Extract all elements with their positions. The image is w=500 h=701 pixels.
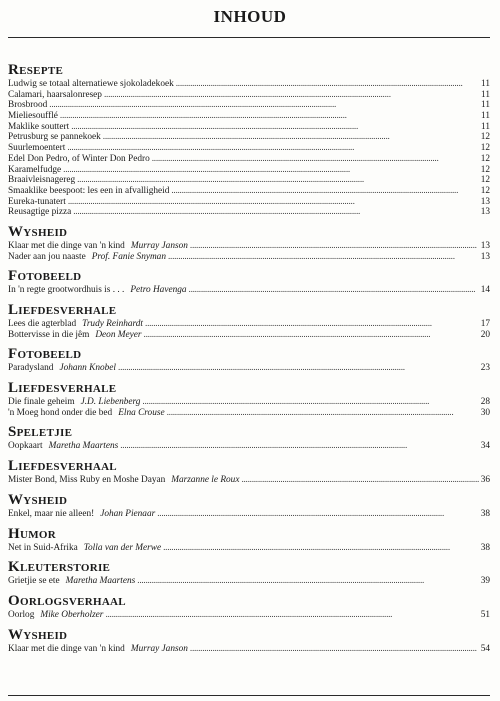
section-heading: Liefdesverhaal: [8, 458, 117, 475]
dot-leader: [73, 207, 478, 218]
entry-title: Calamari, haarsalonresep: [8, 89, 102, 100]
dot-leader: [103, 132, 479, 143]
entry-title: Mister Bond, Miss Ruby en Moshe Dayan: [8, 475, 166, 486]
entry-title: Nader aan jou naaste: [8, 251, 86, 262]
table-of-contents: [8, 62, 490, 660]
entry-author: Deon Meyer: [95, 329, 142, 340]
toc-entry[interactable]: [8, 644, 490, 655]
page-number: 38: [480, 542, 490, 553]
page-number: 11: [481, 100, 490, 111]
toc-section: [8, 526, 490, 554]
entry-title: Enkel, maar nie alleen!: [8, 508, 95, 519]
entry-title: Reusagtige pizza: [8, 207, 72, 218]
toc-entry[interactable]: [8, 132, 490, 143]
dot-leader: [137, 576, 478, 587]
toc-entry[interactable]: [8, 186, 490, 197]
entry-title: Braaivleisnagereg: [8, 175, 76, 186]
dot-leader: [157, 509, 478, 520]
page-number: 30: [480, 407, 490, 418]
dot-leader: [71, 122, 479, 133]
section-heading: Liefdesverhale: [8, 380, 117, 397]
entry-title: Klaar met die dinge van 'n kind: [8, 240, 125, 251]
toc-entry[interactable]: [8, 252, 490, 263]
entry-author: Elna Crouse: [118, 407, 165, 418]
entry-title: Mieliesoufflé: [8, 111, 58, 122]
page-number: 12: [480, 153, 490, 164]
dot-leader: [176, 79, 479, 90]
entry-author: Prof. Fanie Snyman: [91, 251, 166, 262]
toc-section: [8, 492, 490, 520]
entry-title: Ludwig se totaal alternatiewe sjokoladekoek: [8, 79, 174, 89]
dot-leader: [60, 111, 479, 122]
entry-title: Oopkaart: [8, 441, 43, 452]
page-number: 13: [480, 196, 490, 207]
toc-entry[interactable]: [8, 397, 490, 408]
dot-leader: [144, 330, 479, 341]
toc-section: [8, 62, 490, 218]
page-number: 11: [481, 111, 490, 122]
section-heading: Fotobeeld: [8, 268, 82, 285]
dot-leader: [190, 241, 479, 252]
toc-entry[interactable]: [8, 111, 490, 122]
section-heading: Wysheid: [8, 223, 68, 240]
toc-entry[interactable]: [8, 363, 490, 374]
section-heading: Fotobeeld: [8, 346, 82, 363]
entry-title: Suurlemoentert: [8, 143, 66, 154]
top-rule: [8, 37, 490, 38]
entry-author: Tolla van der Merwe: [83, 542, 162, 553]
entry-title: Edel Don Pedro, of Winter Don Pedro: [8, 153, 150, 164]
toc-entry[interactable]: [8, 122, 490, 133]
dot-leader: [241, 475, 478, 486]
toc-entry[interactable]: [8, 285, 490, 296]
toc-section: [8, 458, 490, 486]
dot-leader: [171, 186, 478, 197]
toc-section: [8, 346, 490, 374]
dot-leader: [142, 397, 478, 408]
entry-title: Oorlog: [8, 609, 35, 620]
section-heading: Kleuterstorie: [8, 559, 111, 576]
toc-entry[interactable]: [8, 241, 490, 252]
entry-author: Petro Havenga: [130, 285, 187, 296]
page-number: 28: [480, 397, 490, 408]
entry-author: J.D. Liebenberg: [80, 397, 141, 408]
entry-title: Smaaklike beespoot: les een in afvalligheid: [8, 185, 170, 196]
page-number: 12: [480, 143, 490, 154]
page-number: 13: [480, 251, 490, 262]
entry-title: Bottervisse in die jêm: [8, 329, 90, 340]
dot-leader: [105, 610, 478, 621]
entry-author: Murray Janson: [130, 643, 188, 654]
toc-entry[interactable]: [8, 441, 490, 452]
toc-entry[interactable]: [8, 207, 490, 218]
entry-author: Marzanne le Roux: [171, 475, 240, 486]
entry-author: Mike Oberholzer: [40, 609, 104, 620]
toc-entry[interactable]: [8, 475, 490, 486]
section-heading: Oorlogsverhaal: [8, 592, 126, 609]
entry-author: Maretha Maartens: [65, 576, 136, 587]
page-number: 34: [480, 441, 490, 452]
entry-title: Eureka-tunatert: [8, 196, 66, 207]
entry-title: Lees die agterblad: [8, 319, 77, 329]
toc-entry[interactable]: [8, 408, 490, 419]
page-number: 23: [480, 363, 490, 374]
section-heading: Wysheid: [8, 491, 68, 508]
page-number: 11: [481, 121, 490, 132]
toc-entry[interactable]: [8, 610, 490, 621]
page-number: 36: [480, 475, 490, 486]
toc-entry[interactable]: [8, 576, 490, 587]
dot-leader: [68, 197, 479, 208]
dot-leader: [77, 175, 479, 186]
dot-leader: [189, 285, 479, 296]
entry-title: Net in Suid-Afrika: [8, 542, 78, 553]
entry-title: Brosbrood: [8, 100, 48, 111]
toc-section: [8, 424, 490, 452]
page-number: 12: [480, 185, 490, 196]
dot-leader: [63, 165, 479, 176]
dot-leader: [145, 319, 479, 330]
dot-leader: [67, 143, 478, 154]
page-number: 14: [480, 285, 490, 296]
section-heading: Wysheid: [8, 626, 68, 643]
section-heading: Liefdesverhale: [8, 302, 117, 318]
page-number: 12: [480, 132, 490, 143]
toc-entry[interactable]: [8, 175, 490, 186]
toc-entry[interactable]: [8, 319, 490, 330]
dot-leader: [190, 644, 479, 655]
entry-author: Trudy Reinhardt: [82, 319, 144, 329]
page-number: 17: [480, 319, 490, 329]
page-number: 13: [480, 207, 490, 218]
dot-leader: [167, 408, 479, 419]
dot-leader: [120, 441, 478, 452]
page-number: 12: [480, 164, 490, 175]
entry-title: Klaar met die dinge van 'n kind: [8, 643, 125, 654]
page-number: 11: [481, 79, 490, 89]
entry-title: Die finale geheim: [8, 397, 75, 408]
section-heading: Resepte: [8, 62, 64, 78]
page-number: 51: [480, 609, 490, 620]
dot-leader: [104, 90, 479, 101]
page-number: 13: [480, 240, 490, 251]
dot-leader: [49, 100, 479, 111]
dot-leader: [118, 363, 479, 374]
toc-section: [8, 559, 490, 587]
page-title: INHOUD: [213, 7, 287, 26]
dot-leader: [152, 154, 479, 165]
bottom-rule: [8, 695, 490, 696]
toc-section: [8, 380, 490, 418]
entry-author: Maretha Maartens: [48, 441, 119, 452]
entry-author: Johan Pienaar: [100, 508, 156, 519]
section-heading: Speletjie: [8, 424, 73, 441]
toc-entry[interactable]: [8, 197, 490, 208]
toc-section: [8, 224, 490, 262]
toc-entry[interactable]: [8, 79, 490, 90]
entry-title: 'n Moeg hond onder die bed: [8, 407, 113, 418]
toc-entry[interactable]: [8, 330, 490, 341]
toc-entry[interactable]: [8, 143, 490, 154]
toc-entry[interactable]: [8, 543, 490, 554]
page-number: 20: [480, 329, 490, 340]
page-number: 12: [480, 175, 490, 186]
entry-title: Maklike souttert: [8, 121, 70, 132]
entry-title: In 'n regte grootwordhuis is . . .: [8, 285, 125, 296]
section-heading: Humor: [8, 525, 56, 542]
toc-entry[interactable]: [8, 90, 490, 101]
toc-entry[interactable]: [8, 100, 490, 111]
toc-entry[interactable]: [8, 509, 490, 520]
entry-author: Johann Knobel: [59, 363, 117, 374]
entry-title: Grietjie se ete: [8, 576, 60, 587]
toc-section: [8, 302, 490, 340]
page-number: 39: [480, 576, 490, 587]
entry-title: Paradysland: [8, 363, 54, 374]
dot-leader: [163, 543, 479, 554]
toc-entry[interactable]: [8, 154, 490, 165]
entry-title: Petrusburg se pannekoek: [8, 132, 101, 143]
toc-entry[interactable]: [8, 165, 490, 176]
toc-section: [8, 593, 490, 621]
dot-leader: [168, 252, 479, 263]
page-number: 38: [480, 508, 490, 519]
page-number: 11: [481, 89, 490, 100]
toc-section: [8, 627, 490, 655]
entry-author: Murray Janson: [130, 240, 188, 251]
entry-title: Karamelfudge: [8, 164, 62, 175]
toc-section: [8, 268, 490, 296]
page-number: 54: [480, 643, 490, 654]
